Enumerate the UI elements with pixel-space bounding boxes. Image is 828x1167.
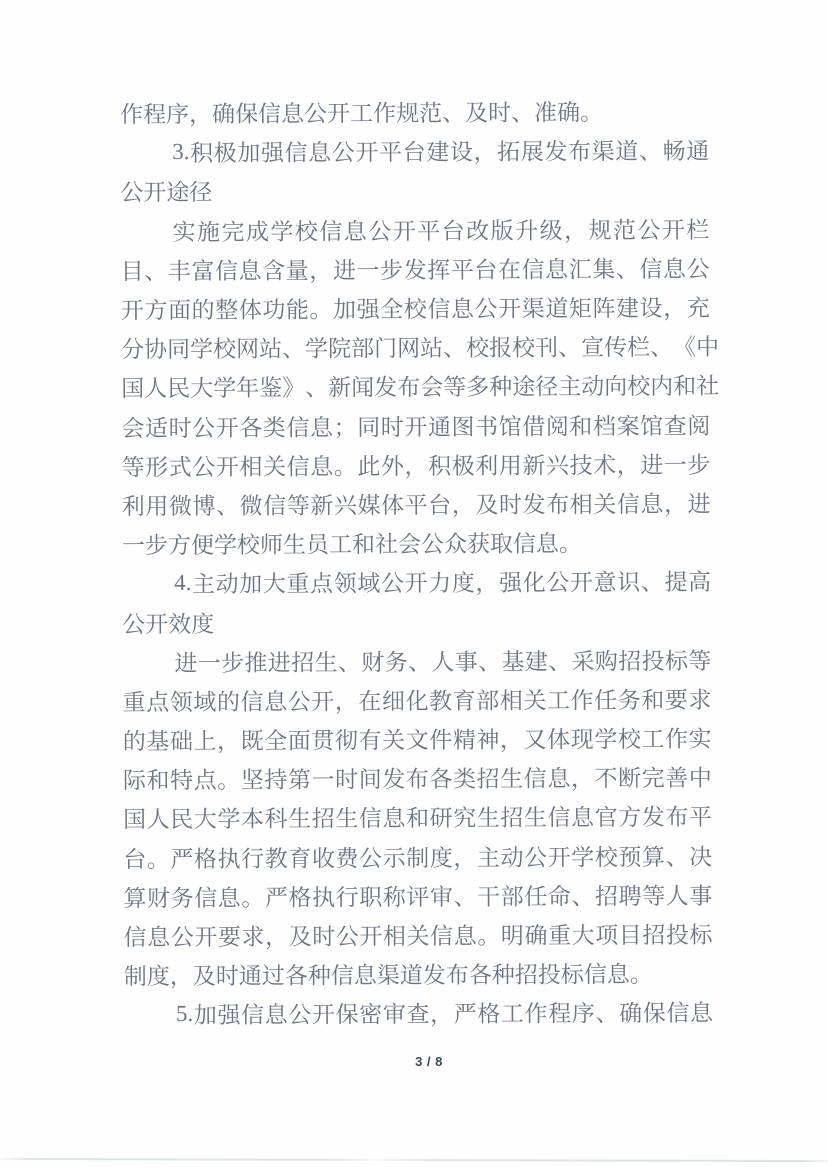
text-line: 3. 积 极 加 强 信 息 公 开 平 台 建 设 ， 拓 展 发 布 渠 道 、 畅 通 [172, 138, 710, 167]
text-line: 际 和 特 点 。 坚 持 第 一 时 间 发 布 各 类 招 生 信 息 ， 不 断 完 善 中 [122, 765, 712, 794]
text-line: 分 协 同 学 校 网 站 、 学 院 部 门 网 站 、 校 报 校 刊 、 宣 传 栏 、 《 中 [121, 334, 720, 363]
text-line: 制 度 ， 及 时 通 过 各 种 信 息 渠 道 发 布 各 种 招 投 标 信 息 。 [123, 962, 653, 990]
text-line: 会 适 时 公 开 各 类 信 息 ； 同 时 开 通 图 书 馆 借 阅 和 档 案 馆 查 阅 [121, 413, 711, 441]
text-line: 开 方 面 的 整 体 功 能 。 加 强 全 校 信 息 公 开 渠 道 矩 阵 建 设 ， 充 [120, 295, 710, 324]
text-line: 实 施 完 成 学 校 信 息 公 开 平 台 改 版 升 级 ， 规 范 公 开 栏 [172, 217, 710, 245]
text-line: 进 一 步 推 进 招 生 、 财 务 、 人 事 、 基 建 、 采 购 招 投 标 等 [174, 648, 712, 676]
text-line: 重 点 领 域 的 信 息 公 开 ， 在 细 化 教 育 部 相 关 工 作 任 务 和 要 求 [122, 687, 712, 716]
text-line: 等 形 式 公 开 相 关 信 息 。 此 外 ， 积 极 利 用 新 兴 技 术 ， 进 一 步 [121, 452, 711, 481]
text-block [119, 91, 720, 1034]
scanned-page-bottom-edge [0, 1158, 828, 1162]
page-footer [15, 1053, 828, 1071]
text-line: 公 开 途 径 [120, 180, 213, 206]
text-line: 算 财 务 信 息 。 严 格 执 行 职 称 评 审 、 干 部 任 命 、 招 聘 等 人 事 [123, 883, 713, 912]
text-line: 5. 加 强 信 息 公 开 保 密 审 查 ， 严 格 工 作 程 序 、 确 保 信 息 [175, 1000, 714, 1029]
text-line: 国 人 民 大 学 年 鉴 》 、 新 闻 发 布 会 等 多 种 途 径 主 动 向 校 内 和 社 [121, 374, 720, 402]
page-number-indicator: 3 / 8 [415, 1054, 443, 1069]
text-line: 作 程 序 ， 确 保 信 息 公 开 工 作 规 范 、 及 时 、 准 确 。 [119, 100, 604, 128]
text-line: 一 步 方 便 学 校 师 生 员 工 和 社 会 公 众 获 取 信 息 。 [121, 531, 582, 559]
text-line: 公 开 效 度 [122, 611, 215, 637]
text-line: 信 息 公 开 要 求 ， 及 时 公 开 相 关 信 息 。 明 确 重 大 项 目 招 投 标 [123, 922, 713, 951]
text-line: 的 基 础 上 ， 既 全 面 贯 彻 有 关 文 件 精 神 ， 又 体 现 学 校 工 作 实 [122, 726, 712, 755]
text-line: 台 。 严 格 执 行 教 育 收 费 公 示 制 度 ， 主 动 公 开 学 校 预 算 、 决 [123, 844, 713, 872]
text-line: 利 用 微 博 、 微 信 等 新 兴 媒 体 平 台 ， 及 时 发 布 相 关 信 息 ， 进 [121, 491, 711, 520]
text-line: 国 人 民 大 学 本 科 生 招 生 信 息 和 研 究 生 招 生 信 息 官 方 发 布 平 [123, 805, 713, 833]
text-line: 4. 主 动 加 大 重 点 领 域 公 开 力 度 ， 强 化 公 开 意 识 、 提 高 [174, 569, 712, 598]
text-line: 目 、 丰 富 信 息 含 量 ， 进 一 步 发 挥 平 台 在 信 息 汇 集 、 信 息 公 [120, 256, 710, 285]
